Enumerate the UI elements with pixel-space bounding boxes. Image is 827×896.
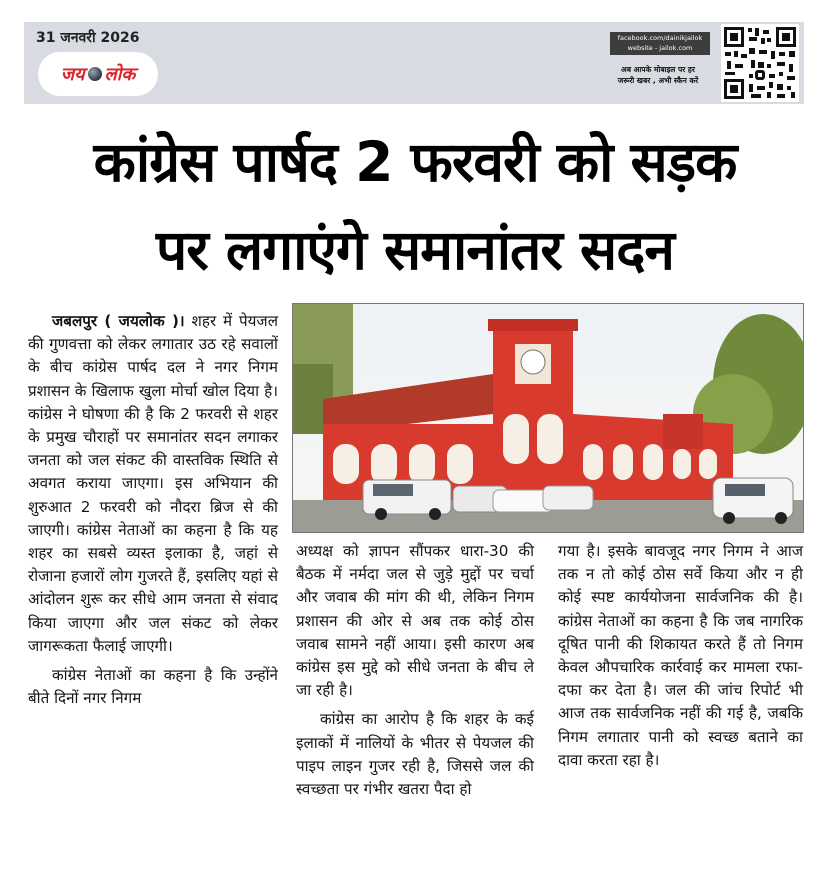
issue-date: 31 जनवरी 2026	[36, 30, 140, 46]
website-link[interactable]: website - jailok.com	[627, 44, 693, 52]
jaylok-logo[interactable]	[38, 52, 158, 96]
article-column-2	[296, 540, 534, 801]
dateline: जबलपुर ( जयलोक )।	[52, 312, 185, 330]
social-links[interactable]	[610, 32, 710, 55]
facebook-link[interactable]: facebook.com/dainikjailok	[617, 34, 703, 42]
logo-text-right: लोक	[104, 64, 136, 85]
col1-paragraph-2: कांग्रेस नेताओं का कहना है कि उन्होंने बीते दिनों नगर निगम	[28, 666, 278, 708]
scan-note-line2: जरूरी खबर , अभी स्कैन करें	[617, 76, 699, 85]
logo-text-left: जय	[60, 64, 85, 85]
qr-code-icon[interactable]	[721, 24, 799, 102]
article-photo	[292, 303, 804, 533]
headline-line1: कांग्रेस पार्षद 2 फरवरी को सड़क	[93, 130, 737, 194]
globe-icon	[88, 67, 102, 81]
col1-paragraph-1: शहर में पेयजल की गुणवत्ता को लेकर लगातार उठ रहे सवालों के बीच कांग्रेस पार्षद दल ने नगर निगम प्रशासन के खिलाफ खुला मोर्चा खोल दिया है। कांग्रेस ने घोषणा की है कि 2 फरवरी से शहर के प्रमुख चौराहों पर समानांतर सदन लगाकर जनता को जल संकट की वास्तविक स्थिति से अवगत कराया जाएगा। इस अभियान की शुरुआत 2 फरवरी को नौदरा ब्रिज से की जाएगी। कांग्रेस नेताओं का कहना है कि यह शहर का सबसे व्यस्त इलाका है, जहां से रोजाना हजारों लोग गुजरते हैं, इसलिए यहां से आंदोलन शुरू कर सीधे आम जनता से संवाद किया जाएगा और जल संकट को लेकर जागरूकता फैलाई जाएगी।	[28, 312, 278, 655]
col3-paragraph-1: गया है। इसके बावजूद नगर निगम ने आज तक न तो कोई ठोस सर्वे किया और न ही कोई स्पष्ट कार्ययोजना सार्वजनिक की है। कांग्रेस नेताओं का कहना है कि जब नागरिक दूषित पानी की शिकायत करते हैं तो निगम केवल औपचारिक कार्रवाई कर मामला रफा-दफा कर देता है। जल की जांच रिपोर्ट भी आज तक सार्वजनिक नहीं की गई है, जबकि निगम लगातार पानी को स्वच्छ बताने का दावा करता रहा है।	[558, 542, 803, 769]
article-column-1	[28, 310, 278, 710]
col2-paragraph-1: अध्यक्ष को ज्ञापन सौंपकर धारा-30 की बैठक में नर्मदा जल से जुड़े मुद्दों पर चर्चा और जवाब की मांग की थी, लेकिन निगम प्रशासन की ओर से अब तक कोई ठोस जवाब सामने नहीं आया। इसी कारण अब कांग्रेस इस मुद्दे को सीधे जनता के बीच ले जा रही है।	[296, 542, 534, 700]
col2-paragraph-2: कांग्रेस का आरोप है कि शहर के कई इलाकों में नालियों के भीतर से पेयजल की पाइप लाइन गुजर रही है, जिससे जल की स्वच्छता पर गंभीर खतरा पैदा हो	[296, 710, 534, 799]
headline	[20, 118, 810, 294]
scan-note	[604, 64, 712, 86]
article-column-3	[558, 540, 803, 772]
headline-line2: पर लगाएंगे समानांतर सदन	[156, 218, 674, 282]
municipal-building-image	[293, 304, 803, 532]
scan-note-line1: अब आपके मोबाइल पर हर	[621, 65, 695, 74]
masthead	[24, 22, 804, 104]
